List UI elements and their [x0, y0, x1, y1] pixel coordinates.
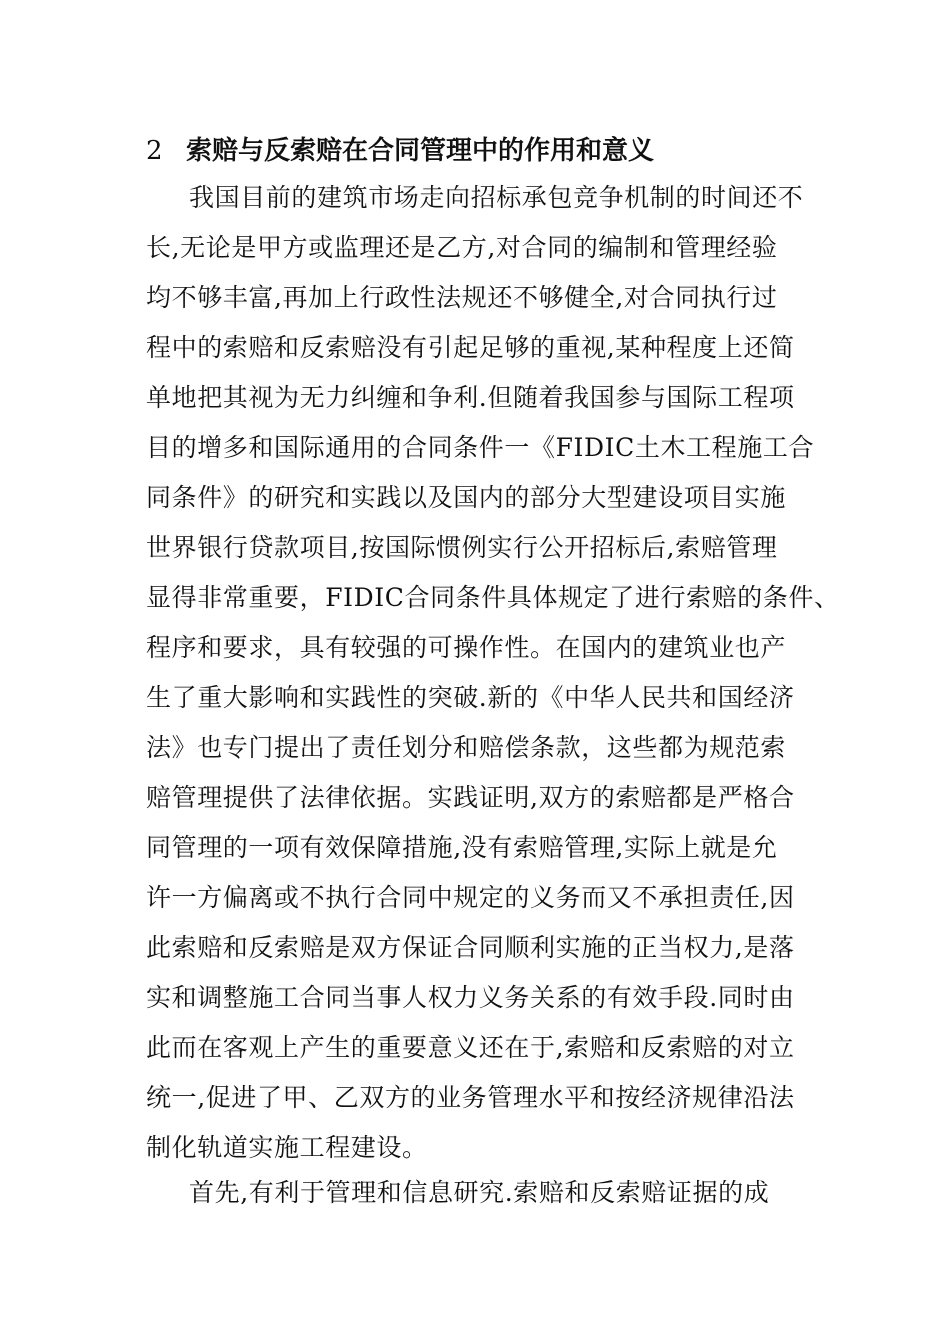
paragraph-line: 同条件》的研究和实践以及国内的部分大型建设项目实施: [146, 483, 787, 512]
paragraph-line: 此而在客观上产生的重要意义还在于,索赔和反索赔的对立: [146, 1033, 795, 1062]
paragraph-2: [146, 1168, 826, 1218]
paragraph-line: 此索赔和反索赔是双方保证合同顺利实施的正当权力,是落: [146, 933, 795, 962]
paragraph-line: 生了重大影响和实践性的突破.新的《中华人民共和国经济: [146, 683, 795, 712]
paragraph-line: 目的增多和国际通用的合同条件一《FIDIC土木工程施工合: [146, 433, 815, 462]
paragraph-line: 程序和要求，具有较强的可操作性。在国内的建筑业也产: [146, 633, 787, 662]
section-number: 2: [146, 136, 163, 166]
paragraph-line: 世界银行贷款项目,按国际惯例实行公开招标后,索赔管理: [146, 533, 778, 562]
paragraph-line: 实和调整施工合同当事人权力义务关系的有效手段.同时由: [146, 983, 795, 1012]
paragraph-line: 许一方偏离或不执行合同中规定的义务而又不承担责任,因: [146, 883, 795, 912]
section-heading: [146, 130, 846, 172]
paragraph-line: 制化轨道实施工程建设。: [146, 1133, 428, 1162]
paragraph-line: 单地把其视为无力纠缠和争利.但随着我国参与国际工程项: [146, 383, 795, 412]
paragraph-line: 赔管理提供了法律依据。实践证明,双方的索赔都是严格合: [146, 783, 795, 812]
section-title: 索赔与反索赔在合同管理中的作用和意义: [186, 136, 655, 166]
paragraph-line: 同管理的一项有效保障措施,没有索赔管理,实际上就是允: [146, 833, 778, 862]
paragraph-line: 我国目前的建筑市场走向招标承包竞争机制的时间还不: [189, 183, 804, 212]
paragraph-line: 统一,促进了甲、乙双方的业务管理水平和按经济规律沿法: [146, 1083, 795, 1112]
paragraph-line: 程中的索赔和反索赔没有引起足够的重视,某种程度上还简: [146, 333, 795, 362]
paragraph-line: 首先,有利于管理和信息研究.索赔和反索赔证据的成: [189, 1178, 770, 1207]
paragraph-line: 均不够丰富,再加上行政性法规还不够健全,对合同执行过: [146, 283, 778, 312]
paragraph-line: 长,无论是甲方或监理还是乙方,对合同的编制和管理经验: [146, 233, 778, 262]
paragraph-line: 显得非常重要，FIDIC合同条件具体规定了进行索赔的条件、: [146, 583, 840, 612]
paragraph-line: 法》也专门提出了责任划分和赔偿条款，这些都为规范索: [146, 733, 787, 762]
paragraph-1: [146, 173, 840, 1173]
